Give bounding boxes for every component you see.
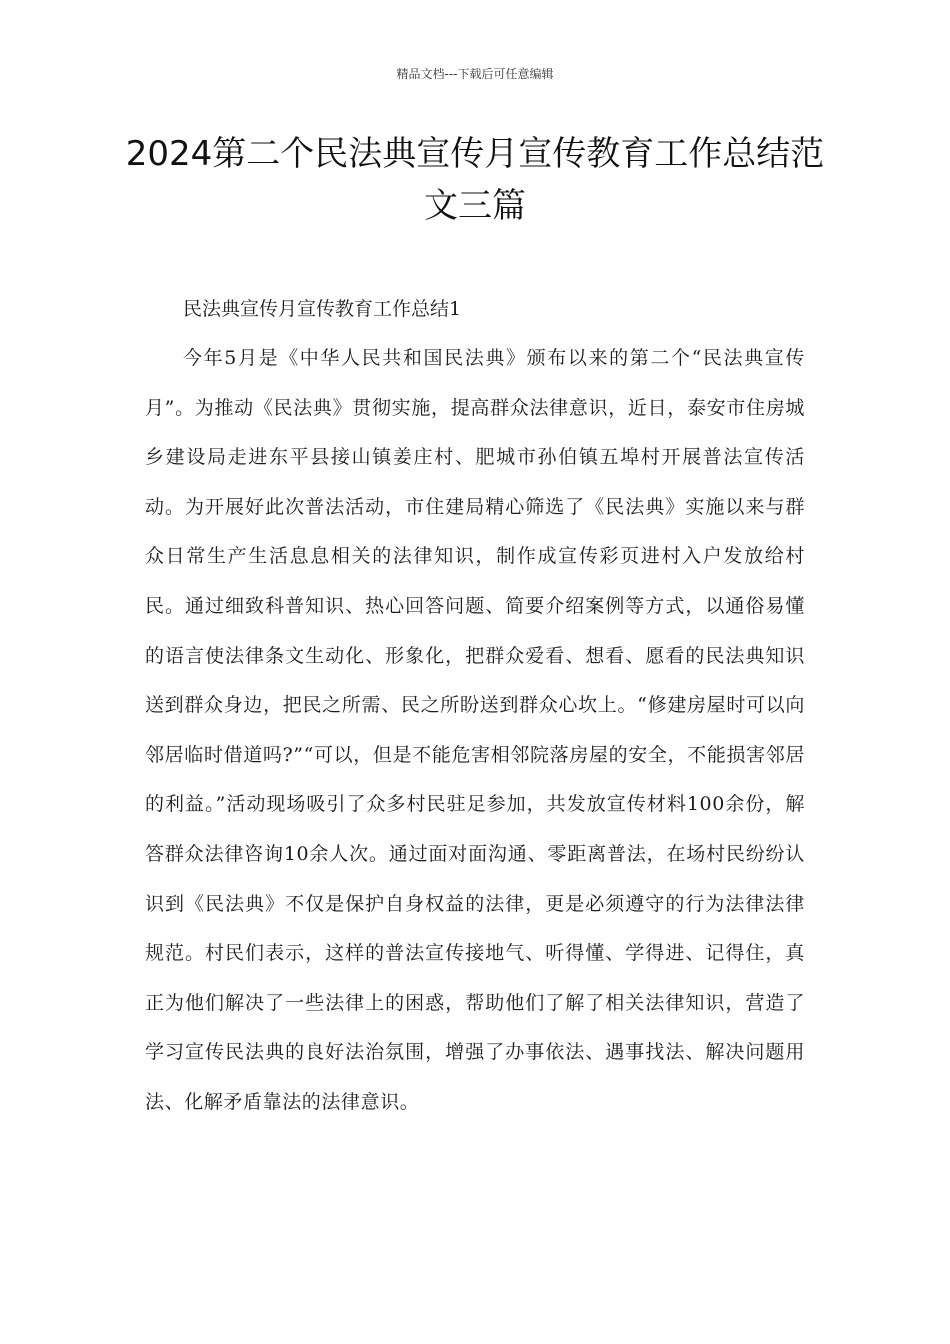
- header-note: 精品文档---下载后可任意编辑: [396, 67, 554, 81]
- document-title: 2024第二个民法典宣传月宣传教育工作总结范文三篇: [125, 134, 825, 226]
- document-body: [145, 284, 805, 1128]
- body-paragraph: 今年5月是《中华人民共和国民法典》颁布以来的第二个“民法典宣传月”。为推动《民法典》贯彻实施，提高群众法律意识，近日，泰安市住房城乡建设局走进东平县接山镇姜庄村、肥城市孙伯镇五埠村开展普法宣传活动。为开展好此次普法活动，市住建局精心筛选了《民法典》实施以来与群众日常生产生活息息相关的法律知识，制作成宣传彩页进村入户发放给村民。通过细致科普知识、热心回答问题、简要介绍案例等方式，以通俗易懂的语言使法律条文生动化、形象化，把群众爱看、想看、愿看的民法典知识送到群众身边，把民之所需、民之所盼送到群众心坎上。“修建房屋时可以向邻居临时借道吗?”“可以，但是不能危害相邻院落房屋的安全，不能损害邻居的利益。”活动现场吸引了众多村民驻足参加，共发放宣传材料100余份，解答群众法律咨询10余人次。通过面对面沟通、零距离普法，在场村民纷纷认识到《民法典》不仅是保护自身权益的法律，更是必须遵守的行为法律法律规范。村民们表示，这样的普法宣传接地气、听得懂、学得进、记得住，真正为他们解决了一些法律上的困惑，帮助他们了解了相关法律知识，营造了学习宣传民法典的良好法治氛围，增强了办事依法、遇事找法、解决问题用法、化解矛盾靠法的法律意识。: [145, 347, 805, 1113]
- section-heading: 民法典宣传月宣传教育工作总结1: [183, 298, 462, 320]
